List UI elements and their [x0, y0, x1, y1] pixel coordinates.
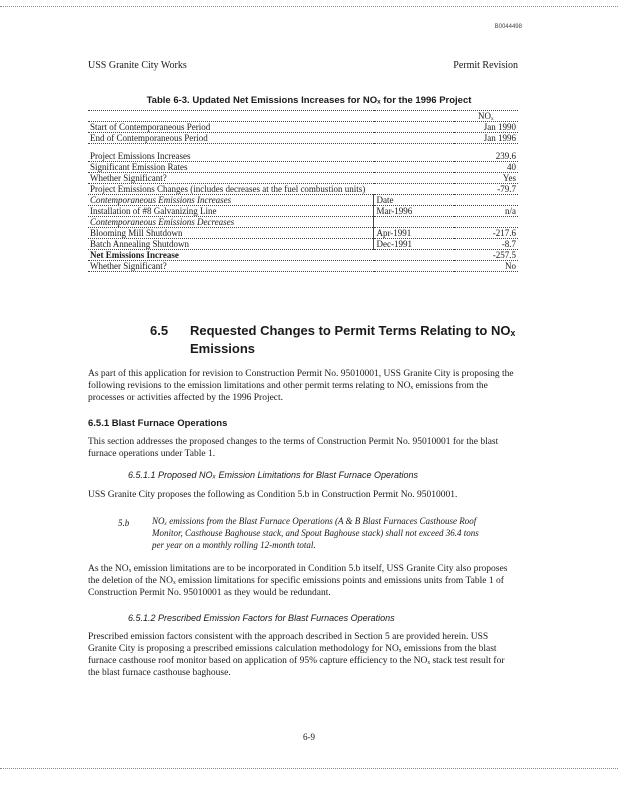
subsection-paragraph: This section addresses the proposed changes to the terms of Construction Permit No. 95010001 for the blast furnace operations under Table 1. — [88, 437, 499, 459]
paragraph: As the NOₓ emission limitations are to be incorporated in Condition 5.b itself, USS Granite City also proposes the deletion of the NOₓ emission limitations for specific emissions points and emissions units from Table 1 of Construction Permit No. 95010001 as they would be redundant. — [88, 564, 508, 598]
table-cell: Contemporaneous Emissions Decreases — [88, 217, 374, 228]
table-cell: Jan 1990 — [454, 122, 518, 133]
table-cell — [374, 111, 454, 122]
table-cell: Project Emissions Increases — [88, 151, 374, 162]
table-cell: Whether Significant? — [88, 173, 374, 184]
table-row — [88, 162, 518, 173]
table-row — [88, 217, 518, 228]
table-row — [88, 151, 518, 162]
table-cell: -217.6 — [454, 228, 518, 239]
table-cell: 40 — [454, 162, 518, 173]
table-cell: Date — [374, 195, 454, 206]
condition-number: 5.b — [118, 518, 130, 528]
section-title: Requested Changes to Permit Terms Relating to NOₓ Emissions — [190, 323, 516, 356]
condition-text: NOₓ emissions from the Blast Furnace Operations (A & B Blast Furnaces Casthouse Roof Monitor, Casthouse Baghouse stack, and Spout Baghouse stack) shall not exceed 36.4 tons per year on a monthly rolling 12-month total. — [152, 516, 479, 550]
table-cell: Contemporaneous Emissions Increases — [88, 195, 374, 206]
table-cell: Start of Contemporaneous Period — [88, 122, 374, 133]
table-row — [88, 184, 518, 195]
subsubsection-heading: 6.5.1.1 Proposed NOₓ Emission Limitations for Blast Furnace Operations — [128, 470, 419, 480]
table-cell: -79.7 — [454, 184, 518, 195]
header-right: Permit Revision — [453, 60, 518, 71]
table-cell: End of Contemporaneous Period — [88, 133, 374, 144]
table-cell: No — [454, 261, 518, 272]
table-row — [88, 228, 518, 239]
table-cell: Significant Emission Rates — [88, 162, 374, 173]
table-col-header: NOₓ — [454, 111, 518, 122]
subsubsection-heading: 6.5.1.2 Prescribed Emission Factors for Blast Furnaces Operations — [128, 613, 395, 623]
top-scan-edge — [0, 6, 618, 7]
table-cell — [88, 111, 374, 122]
emissions-table — [88, 110, 518, 272]
table-cell: n/a — [454, 206, 518, 217]
table-cell: Whether Significant? — [88, 261, 374, 272]
subsubsection-paragraph: USS Granite City proposes the following as Condition 5.b in Construction Permit No. 95010001. — [88, 490, 458, 500]
page-number: 6-9 — [303, 732, 315, 742]
table-cell: Jan 1996 — [454, 133, 518, 144]
table-row — [88, 206, 518, 217]
table-cell: Blooming Mill Shutdown — [88, 228, 374, 239]
table-cell: -257.5 — [454, 250, 518, 261]
table-row — [88, 133, 518, 144]
table-cell: Apr-1991 — [374, 228, 454, 239]
table-row — [88, 239, 518, 250]
table-cell: Mar-1996 — [374, 206, 454, 217]
table-cell: Dec-1991 — [374, 239, 454, 250]
section-heading — [150, 322, 530, 358]
section-number: 6.5 — [150, 323, 169, 338]
table-cell: 239.6 — [454, 151, 518, 162]
table-title: Table 6-3. Updated Net Emissions Increases for NOₓ for the 1996 Project — [146, 95, 472, 106]
table-row — [88, 195, 518, 206]
paragraph: Prescribed emission factors consistent with the approach described in Section 5 are provided herein. USS Granite City is proposing a prescribed emissions calculation methodology for NOₓ emissions from the blast furnace casthouse roof monitor based on application of 95% capture efficiency to the NOₓ stack test result for the blast furnace casthouse baghouse. — [88, 632, 505, 678]
table-cell: -8.7 — [454, 239, 518, 250]
table-cell: Net Emissions Increase — [88, 250, 374, 261]
table-cell: Batch Annealing Shutdown — [88, 239, 374, 250]
page-id: B0044498 — [494, 24, 522, 30]
table-cell: Yes — [454, 173, 518, 184]
table-cell: Installation of #8 Galvanizing Line — [88, 206, 374, 217]
table-cell: Project Emissions Changes (includes decreases at the fuel combustion units) — [88, 184, 454, 195]
table-row — [88, 173, 518, 184]
section-intro: As part of this application for revision to Construction Permit No. 95010001, USS Granite City is proposing the following revisions to the emission limitations and other permit terms relating to NOₓ emissions from the processes or activities affected by the 1996 Project. — [88, 369, 514, 403]
bottom-scan-edge — [0, 768, 618, 769]
subsection-heading: 6.5.1 Blast Furnace Operations — [88, 418, 228, 429]
header-left: USS Granite City Works — [88, 60, 187, 71]
table-row — [88, 122, 518, 133]
table-row — [88, 250, 518, 261]
table-row — [88, 261, 518, 272]
